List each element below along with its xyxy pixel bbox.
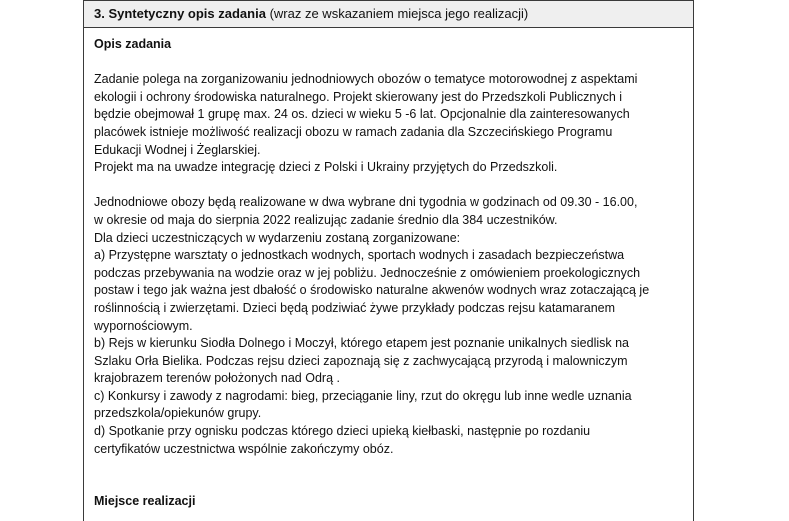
description-paragraph-1 <box>94 71 690 177</box>
text-line: ekologii i ochrony środowiska naturalnego. Projekt skierowany jest do Przedszkoli Publicznych i <box>94 89 623 104</box>
text-line: d) Spotkanie przy ognisku podczas którego dzieci upieką kiełbaski, następnie po rozdaniu <box>94 424 591 439</box>
text-line: w okresie od maja do sierpnia 2022 realizując zadanie średnio dla 384 uczestników. <box>94 212 558 227</box>
text-line: placówek istnieje możliwość realizacji obozu w ramach zadania dla Szczecińskiego Programu <box>94 124 613 139</box>
description-heading: Opis zadania <box>94 37 172 51</box>
text-line: b) Rejs w kierunku Siodła Dolnego i Moczył, którego etapem jest poznanie unikalnych siedlisk na <box>94 336 629 351</box>
text-line: krajobrazem terenów położonych nad Odrą . <box>94 371 340 386</box>
section-note: (wraz ze wskazaniem miejsca jego realizacji) <box>269 6 529 21</box>
text-line: Edukacji Wodnej i Żeglarskiej. <box>94 142 261 157</box>
description-paragraph-2 <box>94 194 690 458</box>
text-line: Szlaku Orła Bielika. Podczas rejsu dzieci zapoznają się z zachwycającą przyrodą i malowniczym <box>94 353 628 368</box>
section-header <box>84 0 693 28</box>
text-line: Dla dzieci uczestniczących w wydarzeniu zostaną zorganizowane: <box>94 230 461 245</box>
text-line: c) Konkursy i zawody z nagrodami: bieg, przeciąganie liny, rzut do okręgu lub inne wedle uznania <box>94 388 632 403</box>
section-body <box>94 36 690 511</box>
text-line: a) Przystępne warsztaty o jednostkach wodnych, sportach wodnych i zasadach bezpieczeństwa <box>94 248 625 263</box>
text-line: certyfikatów uczestnictwa wspólnie zakończymy obóz. <box>94 441 394 456</box>
text-line: roślinnością i zwierzętami. Dzieci będą podziwiać żywe przykłady podczas rejsu katamaranem <box>94 300 616 315</box>
text-line: wypornościowym. <box>94 318 193 333</box>
text-line: przedszkola/opiekunów grupy. <box>94 406 262 421</box>
section-title: 3. Syntetyczny opis zadania <box>94 6 266 21</box>
text-line: Projekt ma na uwadze integrację dzieci z Polski i Ukrainy przyjętych do Przedszkoli. <box>94 160 558 175</box>
text-line: będzie obejmował 1 grupę max. 24 os. dzieci w wieku 5 -6 lat. Opcjonalnie dla zainteresowanych <box>94 107 630 122</box>
text-line: postaw i tego jak ważna jest dbałość o środowisko naturalne akwenów wodnych wraz zotaczającą je <box>94 283 650 298</box>
form-section <box>83 0 694 521</box>
text-line: podczas przebywania na wodzie oraz w jej pobliżu. Jednocześnie z omówieniem proekologicznych <box>94 265 641 280</box>
text-line: Zadanie polega na zorganizowaniu jednodniowych obozów o tematyce motorowodnej z aspektami <box>94 72 638 87</box>
text-line: Jednodniowe obozy będą realizowane w dwa wybrane dni tygodnia w godzinach od 09.30 - 16.00, <box>94 195 638 210</box>
location-heading: Miejsce realizacji <box>94 494 196 509</box>
